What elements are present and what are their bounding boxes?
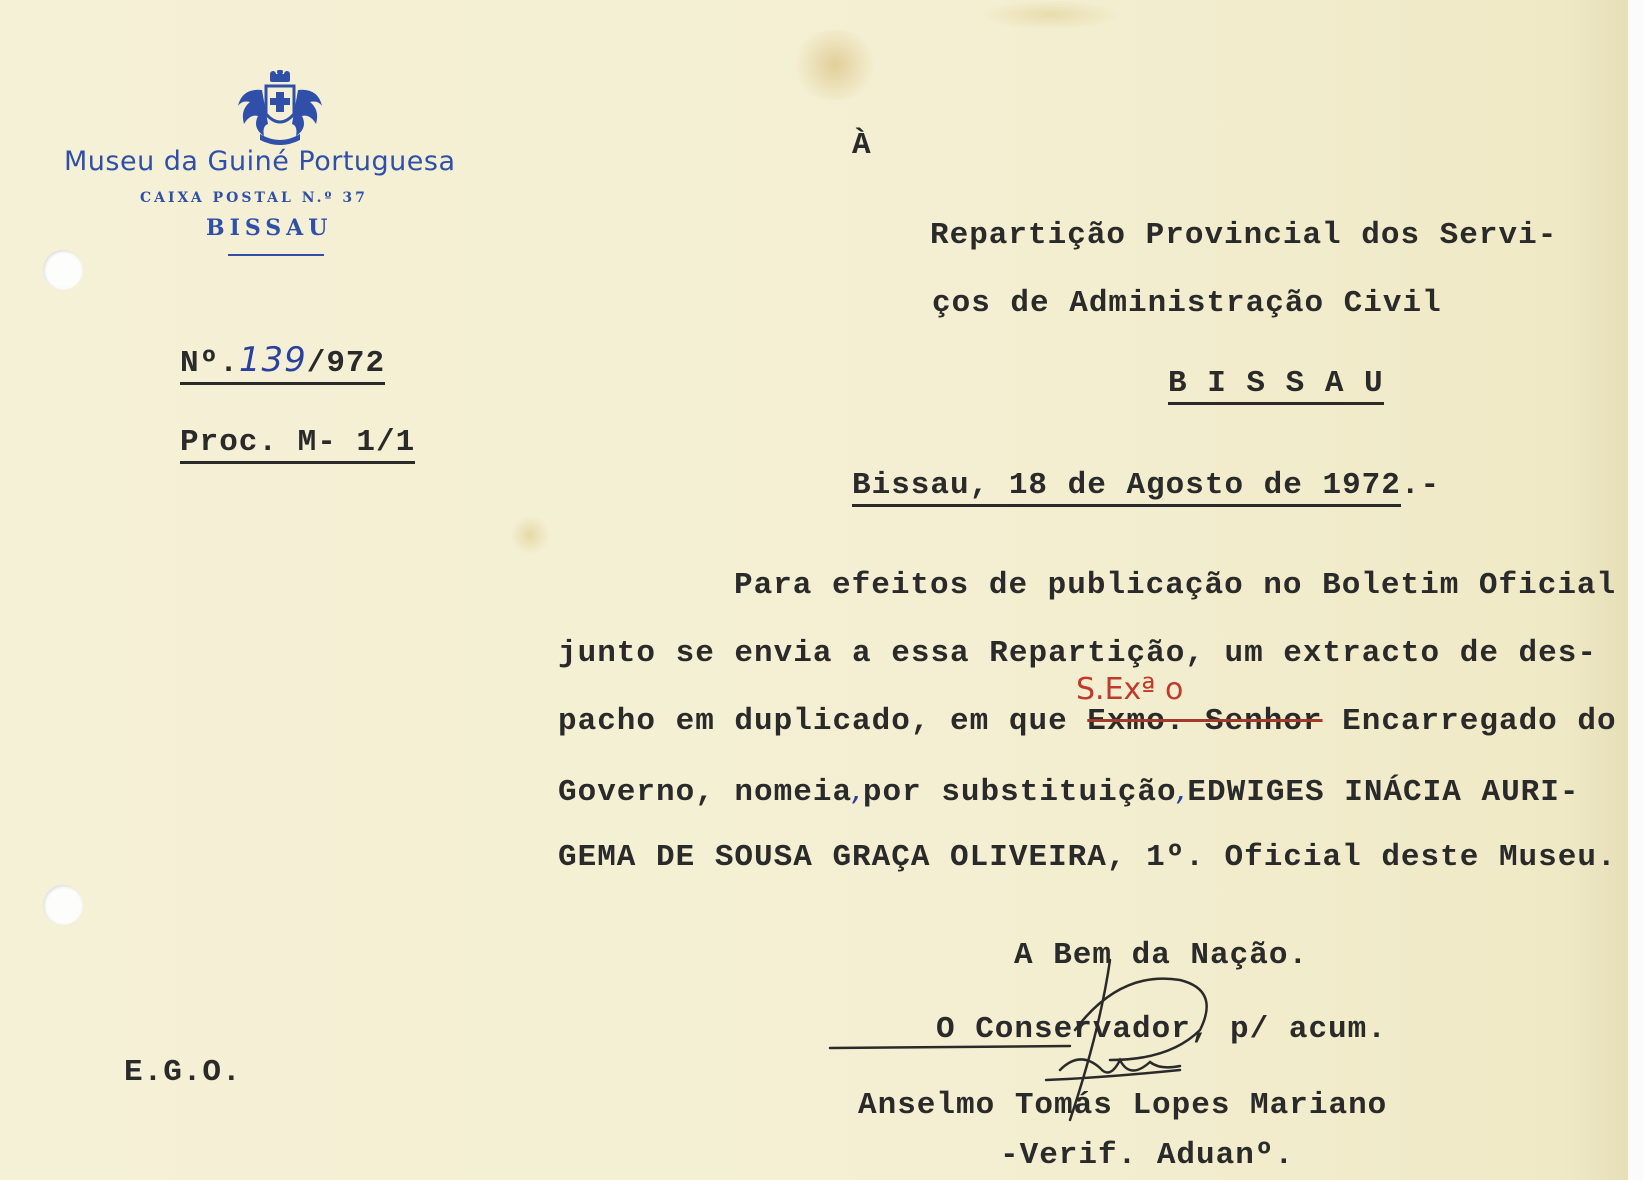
reference-handwritten-number: 139	[238, 340, 307, 380]
reference-prefix: Nº.	[180, 346, 239, 381]
correction-annotation: S.Exª o	[1076, 672, 1184, 707]
letterhead-rule	[228, 254, 324, 256]
addressee-line-1: Repartição Provincial dos Servi-	[930, 218, 1558, 253]
coat-of-arms-icon	[232, 70, 328, 148]
letterhead	[60, 70, 500, 280]
addressee-to: À	[852, 128, 872, 163]
reference-number	[180, 340, 385, 385]
handwritten-comma: ,	[1176, 772, 1188, 808]
body-line-4	[558, 772, 1579, 810]
body-line-4-c: EDWIGES INÁCIA AURI-	[1187, 775, 1580, 810]
body-line-3-start: pacho em duplicado, em que	[558, 704, 1088, 739]
addressee-line-2: ços de Administração Civil	[932, 286, 1442, 321]
postal-box: CAIXA POSTAL N.º 37	[140, 190, 368, 206]
process-number: Proc. M- 1/1	[180, 425, 415, 464]
punch-hole-bottom	[43, 885, 83, 925]
body-line-3	[558, 704, 1617, 739]
letterhead-city: BISSAU	[206, 215, 333, 241]
date-tail: .-	[1400, 468, 1441, 503]
handwritten-comma: ,	[852, 772, 863, 808]
addressee-city: B I S S A U	[1168, 366, 1384, 405]
closing-role: O Conservador, p/ acum.	[936, 1012, 1387, 1047]
body-line-1: Para efeitos de publicação no Boletim Oficial	[734, 568, 1617, 603]
struck-text: Exmo. Senhor	[1087, 704, 1323, 739]
scan-margin	[1628, 0, 1643, 1180]
signatory-name: Anselmo Tomás Lopes Mariano	[858, 1088, 1388, 1123]
signature-icon	[820, 950, 1240, 1150]
body-line-5: GEMA DE SOUSA GRAÇA OLIVEIRA, 1º. Oficial deste Museu.	[558, 840, 1617, 875]
body-line-2: junto se envia a essa Repartição, um extracto de des-	[558, 636, 1597, 671]
signatory-title: -Verif. Aduanº.	[1000, 1138, 1295, 1173]
reference-suffix: /972	[306, 346, 386, 381]
body-line-4-b: por substituição	[862, 775, 1177, 810]
body-line-3-end: Encarregado do	[1322, 704, 1617, 739]
typist-initials: E.G.O.	[124, 1055, 242, 1090]
body-line-4-a: Governo, nomeia	[558, 775, 853, 810]
closing-salutation: A Bem da Nação.	[1014, 938, 1309, 973]
date-line	[852, 468, 1440, 503]
institution-name: Museu da Guiné Portuguesa	[64, 146, 456, 177]
date-text: Bissau, 18 de Agosto de 1972	[852, 468, 1401, 507]
